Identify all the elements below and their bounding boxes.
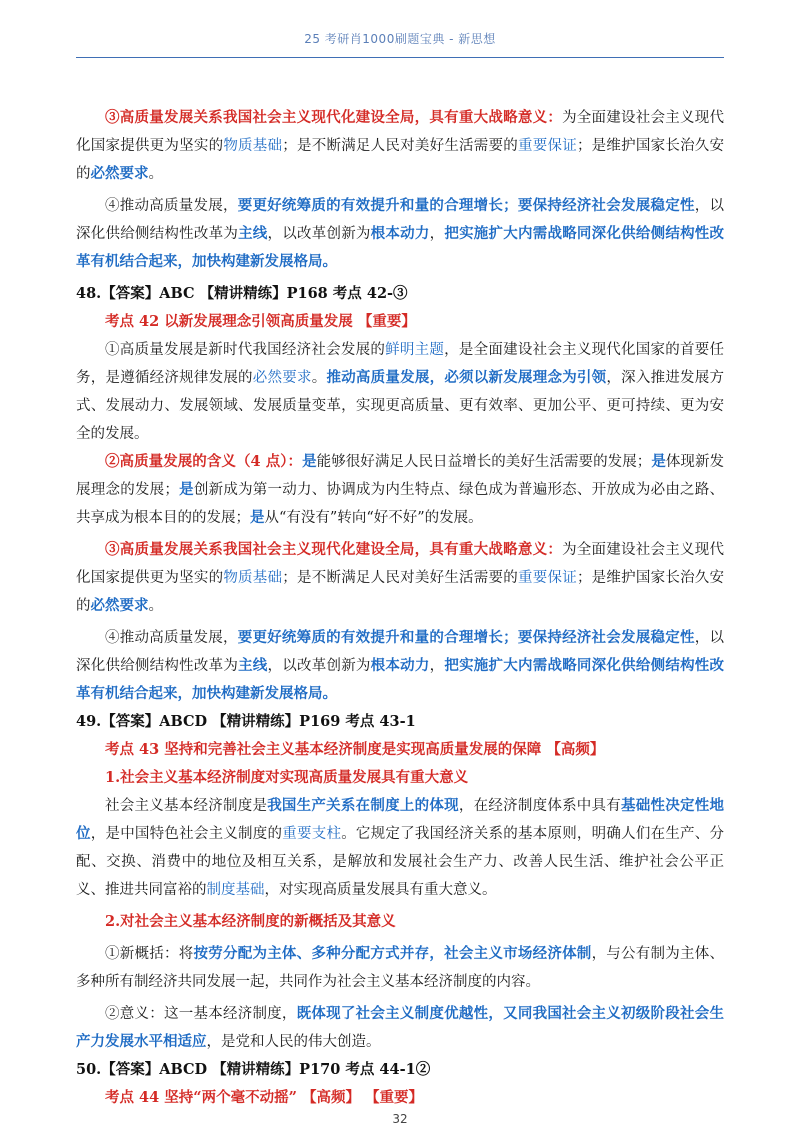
- blue-bold-text: 推动高质量发展，必须以新发展理念为引领: [326, 369, 607, 386]
- blue-bold-text: 是: [302, 453, 317, 470]
- blue-bold-text: 是: [178, 481, 194, 498]
- answer-50: 50.【答案】ABCD 【精讲精练】P170 考点 44-1②: [76, 1061, 431, 1078]
- text: ；是维护国家长治久安的: [76, 570, 725, 614]
- blue-text: 物质基础: [223, 138, 283, 154]
- blue-text: 重要保证: [518, 570, 577, 586]
- text: ，以深化供给侧结构性改革为: [76, 630, 725, 674]
- paragraph-promote: [76, 624, 724, 708]
- text: ；是不断满足人民对美好生活需要的: [282, 570, 518, 586]
- topic-line-42: [76, 308, 724, 336]
- blue-bold-text: 按劳分配为主体、多种分配方式并存，社会主义市场经济体制: [193, 945, 592, 962]
- blue-bold-text: 是: [250, 509, 265, 526]
- paragraph-new-summary: [76, 940, 724, 996]
- text: ②意义：这一基本经济制度，: [105, 1006, 297, 1022]
- answer-line-50: [76, 1056, 724, 1084]
- text: ，在经济制度体系中具有: [458, 798, 622, 814]
- text: ④推动高质量发展，: [105, 630, 238, 646]
- text: ①新概括：将: [105, 946, 194, 962]
- page-header: 25 考研肖1000刷题宝典 - 新思想: [304, 32, 496, 46]
- text: ，是党和人民的伟大创造。: [206, 1034, 381, 1050]
- blue-bold-text: 根本动力: [370, 225, 430, 242]
- answer-line-48: [76, 280, 724, 308]
- blue-text: 制度基础: [206, 882, 265, 898]
- text: 为全面建设社会主义现代化国家提供更为坚实的: [76, 542, 725, 586]
- text: ①高质量发展是新时代我国经济社会发展的: [105, 342, 386, 358]
- text: 从“有没有”转向“好不好”的发展。: [264, 510, 483, 526]
- blue-bold-text: 把实施扩大内需战略同深化供给侧结构性改革有机结合起来，加快构建新发展格局。: [76, 657, 725, 702]
- paragraph-promote: [76, 192, 724, 276]
- paragraph-theme: [76, 336, 724, 448]
- text: ，对实现高质量发展具有重大意义。: [264, 882, 497, 898]
- blue-bold-text: 基础性决定性地位: [76, 797, 725, 842]
- text: 。: [148, 166, 163, 182]
- text: ，: [429, 226, 445, 242]
- blue-text: 重要支柱: [282, 826, 342, 842]
- text: ；是不断满足人民对美好生活需要的: [282, 138, 518, 154]
- answer-line-49: [76, 708, 724, 736]
- text: ，以改革创新为: [267, 658, 371, 674]
- paragraph-basic-system: [76, 792, 724, 904]
- blue-bold-text: 主线: [238, 657, 268, 674]
- text: ，是全面建设社会主义现代化国家的首要任务，是遵循经济规律发展的: [76, 342, 725, 386]
- text: ，以深化供给侧结构性改革为: [76, 198, 725, 242]
- header-rule: [76, 57, 724, 58]
- text: 。: [311, 370, 327, 386]
- topic-44: 考点 44 坚持“两个毫不动摇” 【高频】 【重要】: [105, 1089, 424, 1106]
- page-content: [76, 104, 724, 1112]
- paragraph-significance: [76, 104, 724, 188]
- text: 社会主义基本经济制度是: [105, 798, 268, 814]
- red-text: ③高质量发展关系我国社会主义现代化建设全局，具有重大战略意义：: [105, 541, 563, 558]
- paragraph-significance-2: [76, 1000, 724, 1056]
- heading-2: 2.对社会主义基本经济制度的新概括及其意义: [105, 913, 396, 930]
- text: 。它规定了我国经济关系的基本原则，明确人们在生产、分配、交换、消费中的地位及相互关系，是解放和发展社会生产力、改善人民生活、维护社会公平正义、推进共同富裕的: [76, 826, 725, 898]
- blue-bold-text: 要更好统筹质的有效提升和量的合理增长；要保持经济社会发展稳定性: [237, 197, 695, 214]
- red-text: ②高质量发展的含义（4 点）：: [105, 453, 303, 470]
- text: ，深入推进发展方式、发展动力、发展领域、发展质量变革，实现更高质量、更有效率、更加公平、更可持续、更为安全的发展。: [76, 370, 725, 442]
- section-heading-2: [76, 908, 724, 936]
- blue-bold-text: 既体现了社会主义制度优越性，又同我国社会主义初级阶段社会生产力发展水平相适应: [76, 1005, 724, 1050]
- blue-text: 重要保证: [518, 138, 577, 154]
- answer-49: 49.【答案】ABCD 【精讲精练】P169 考点 43-1: [76, 713, 416, 730]
- paragraph-meaning: [76, 448, 724, 532]
- blue-bold-text: 必然要求: [90, 597, 149, 614]
- blue-bold-text: 要更好统筹质的有效提升和量的合理增长；要保持经济社会发展稳定性: [237, 629, 695, 646]
- blue-bold-text: 我国生产关系在制度上的体现: [267, 797, 459, 814]
- text: 能够很好满足人民日益增长的美好生活需要的发展；: [316, 454, 652, 470]
- text: 体现新发展理念的发展；: [76, 454, 725, 498]
- text: 。: [148, 598, 163, 614]
- heading-1: 1.社会主义基本经济制度对实现高质量发展具有重大意义: [105, 769, 469, 786]
- red-text: ③高质量发展关系我国社会主义现代化建设全局，具有重大战略意义：: [105, 109, 563, 126]
- topic-line-43: [76, 736, 724, 764]
- blue-bold-text: 是: [651, 453, 666, 470]
- blue-bold-text: 主线: [238, 225, 268, 242]
- blue-bold-text: 把实施扩大内需战略同深化供给侧结构性改革有机结合起来，加快构建新发展格局。: [76, 225, 725, 270]
- text: ；是维护国家长治久安的: [76, 138, 725, 182]
- text: ④推动高质量发展，: [105, 198, 238, 214]
- text: ，是中国特色社会主义制度的: [90, 826, 283, 842]
- topic-line-44: [76, 1084, 724, 1112]
- section-heading-1: [76, 764, 724, 792]
- text: 创新成为第一动力、协调成为内生特点、绿色成为普遍形态、开放成为必由之路、共享成为根本目的的发展；: [76, 482, 725, 526]
- page-number: 32: [392, 1112, 408, 1126]
- text: 为全面建设社会主义现代化国家提供更为坚实的: [76, 110, 725, 154]
- topic-43: 考点 43 坚持和完善社会主义基本经济制度是实现高质量发展的保障 【高频】: [105, 741, 605, 758]
- topic-42: 考点 42 以新发展理念引领高质量发展 【重要】: [105, 313, 416, 330]
- blue-bold-text: 根本动力: [370, 657, 430, 674]
- blue-text: 物质基础: [223, 570, 283, 586]
- text: ，以改革创新为: [267, 226, 371, 242]
- text: ，: [429, 658, 445, 674]
- answer-48: 48.【答案】ABC 【精讲精练】P168 考点 42-③: [76, 285, 408, 302]
- paragraph-significance: [76, 536, 724, 620]
- blue-bold-text: 必然要求: [90, 165, 149, 182]
- blue-text: 鲜明主题: [385, 342, 445, 358]
- text: ，与公有制为主体、多种所有制经济共同发展一起，共同作为社会主义基本经济制度的内容。: [76, 946, 725, 990]
- blue-text: 必然要求: [252, 370, 312, 386]
